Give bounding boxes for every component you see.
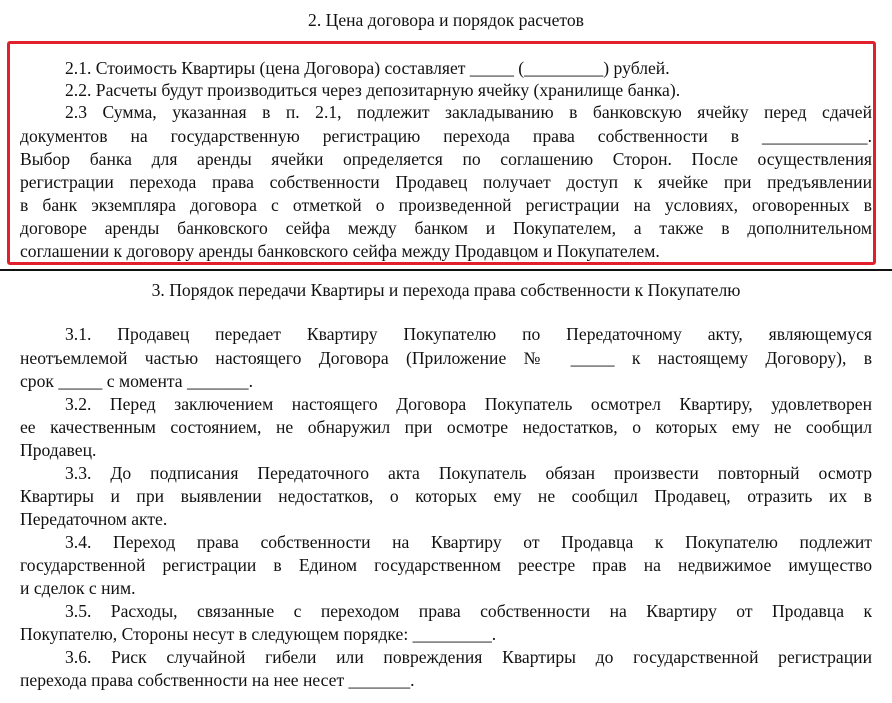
clause-3-4-line-1: 3.4. Переход права собственности на Квартиру от Продавца к Покупателю подлежит xyxy=(65,532,872,552)
section-3-title: 3. Порядок передачи Квартиры и перехода права собственности к Покупателю xyxy=(151,280,741,300)
clause-3-2-line-3: Продавец. xyxy=(20,440,97,460)
clause-3-1-line-3: срок _____ с момента _______. xyxy=(20,371,253,391)
clause-2-3-line-1: 2.3 Сумма, указанная в п. 2.1, подлежит закладыванию в банковскую ячейку перед сдачей xyxy=(65,102,872,122)
clause-3-1-line-1: 3.1. Продавец передает Квартиру Покупателю по Передаточному акту, являющемуся xyxy=(65,324,872,344)
clause-3-6-line-1: 3.6. Риск случайной гибели или повреждения Квартиры до государственной регистрации xyxy=(65,647,872,667)
clause-3-3-line-2: Квартиры и при выявлении недостатков, о которых ему не сообщил Продавец, отразить их в xyxy=(20,486,872,506)
clause-3-5-line-1: 3.5. Расходы, связанные с переходом права собственности на Квартиру от Продавца к xyxy=(65,601,872,621)
clause-2-3-line-7: соглашении к договору аренды банковского сейфа между Продавцом и Покупателем. xyxy=(20,241,660,261)
clause-3-4-line-3: и сделок с ним. xyxy=(20,578,136,598)
clause-2-3-line-3: Выбор банка для аренды ячейки определяется по соглашению Сторон. После осуществления xyxy=(20,149,872,169)
clause-3-3-line-3: Передаточном акте. xyxy=(20,509,168,529)
clause-3-1-line-2: неотъемлемой частью настоящего Договора (Приложение № _____ к настоящему Договору), в xyxy=(20,348,872,368)
clause-2-3-line-5: в банк экземпляра договора с отметкой о произведенной регистрации на условиях, оговоренных в xyxy=(20,195,872,215)
divider-line xyxy=(0,269,892,271)
clause-3-6-line-2: перехода права собственности на нее несет _______. xyxy=(20,670,415,690)
clause-2-3-line-6: договоре аренды банковского сейфа между банком и Покупателем, а также в дополнительном xyxy=(20,218,872,238)
clause-3-4-line-2: государственной регистрации в Едином государственном реестре прав на недвижимое имущество xyxy=(20,555,872,575)
clause-3-5-line-2: Покупателю, Стороны несут в следующем порядке: _________. xyxy=(20,624,497,644)
clause-2-3-line-4: регистрации перехода права собственности Продавец получает доступ к ячейке при предъявлении xyxy=(20,172,872,192)
clause-3-2-line-2: ее качественным состоянием, не обнаружил при осмотре недостатков, о которых ему не сообщил xyxy=(20,417,872,437)
clause-3-2-line-1: 3.2. Перед заключением настоящего Договора Покупатель осмотрел Квартиру, удовлетворен xyxy=(65,394,872,414)
clause-2-3-line-2: документов на государственную регистрацию перехода права собственности в ____________. xyxy=(20,126,872,146)
clause-3-3-line-1: 3.3. До подписания Передаточного акта Покупатель обязан произвести повторный осмотр xyxy=(65,463,872,483)
clause-2-2: 2.2. Расчеты будут производиться через депозитарную ячейку (хранилище банка). xyxy=(65,80,681,100)
clause-2-1: 2.1. Стоимость Квартиры (цена Договора) составляет _____ (_________) рублей. xyxy=(65,58,670,78)
section-2-title: 2. Цена договора и порядок расчетов xyxy=(308,10,584,30)
